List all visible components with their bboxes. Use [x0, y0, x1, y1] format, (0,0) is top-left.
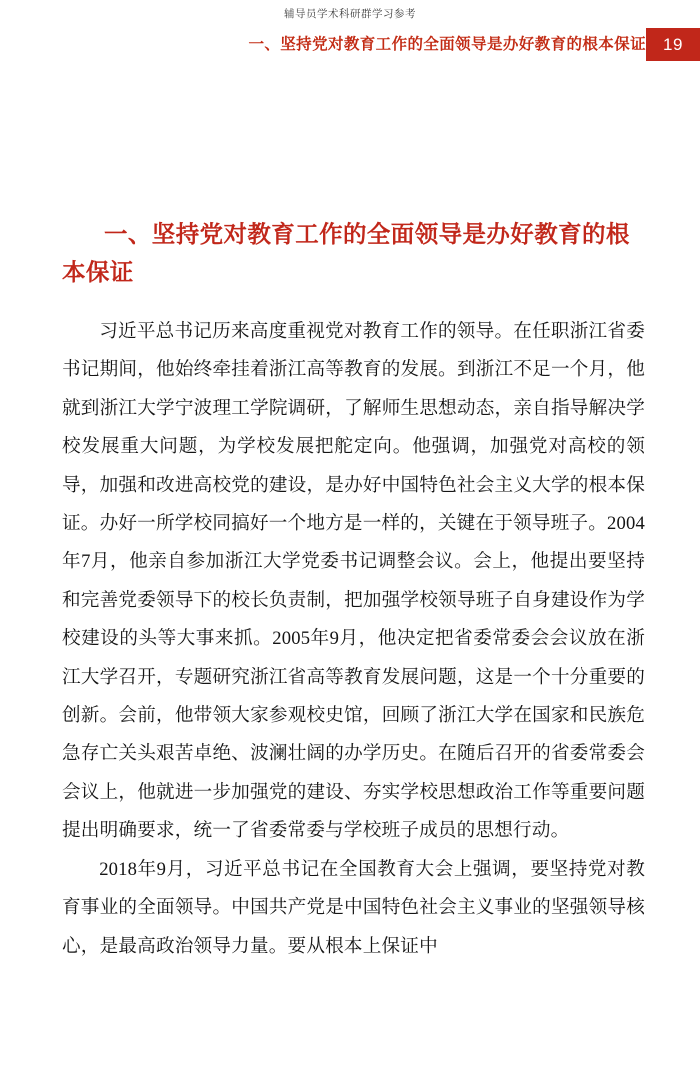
page-content [62, 215, 645, 966]
body-paragraph: 习近平总书记历来高度重视党对教育工作的领导。在任职浙江省委书记期间，他始终牵挂着浙江高等教育的发展。到浙江不足一个月，他就到浙江大学宁波理工学院调研，了解师生思想动态，亲自指导解决学校发展重大问题，为学校发展把舵定向。他强调，加强党对高校的领导，加强和改进高校党的建设，是办好中国特色社会主义大学的根本保证。办好一所学校同搞好一个地方是一样的，关键在于领导班子。2004年7月，他亲自参加浙江大学党委书记调整会议。会上，他提出要坚持和完善党委领导下的校长负责制，把加强学校领导班子自身建设作为学校建设的头等大事来抓。2005年9月，他决定把省委常委会会议放在浙江大学召开，专题研究浙江省高等教育发展问题，这是一个十分重要的创新。会前，他带领大家参观校史馆，回顾了浙江大学在国家和民族危急存亡关头艰苦卓绝、波澜壮阔的办学历史。在随后召开的省委常委会会议上，他就进一步加强党的建设、夯实学校思想政治工作等重要问题提出明确要求，统一了省委常委与学校班子成员的思想行动。 [62, 321, 646, 842]
page-number-badge [646, 28, 700, 61]
header-chapter-title: 一、坚持党对教育工作的全面领导是办好教育的根本保证 [248, 36, 646, 53]
body-paragraph: 2018年9月，习近平总书记在全国教育大会上强调，要坚持党对教育事业的全面领导。中国共产党是中国特色社会主义事业的坚强领导核心，是最高政治领导力量。要从根本上保证中 [62, 858, 645, 957]
page-header [0, 28, 700, 62]
running-head: 辅导员学术科研群学习参考 [284, 9, 416, 20]
section-heading: 一、坚持党对教育工作的全面领导是办好教育的根本保证 [62, 221, 630, 285]
page-number: 19 [663, 35, 683, 54]
